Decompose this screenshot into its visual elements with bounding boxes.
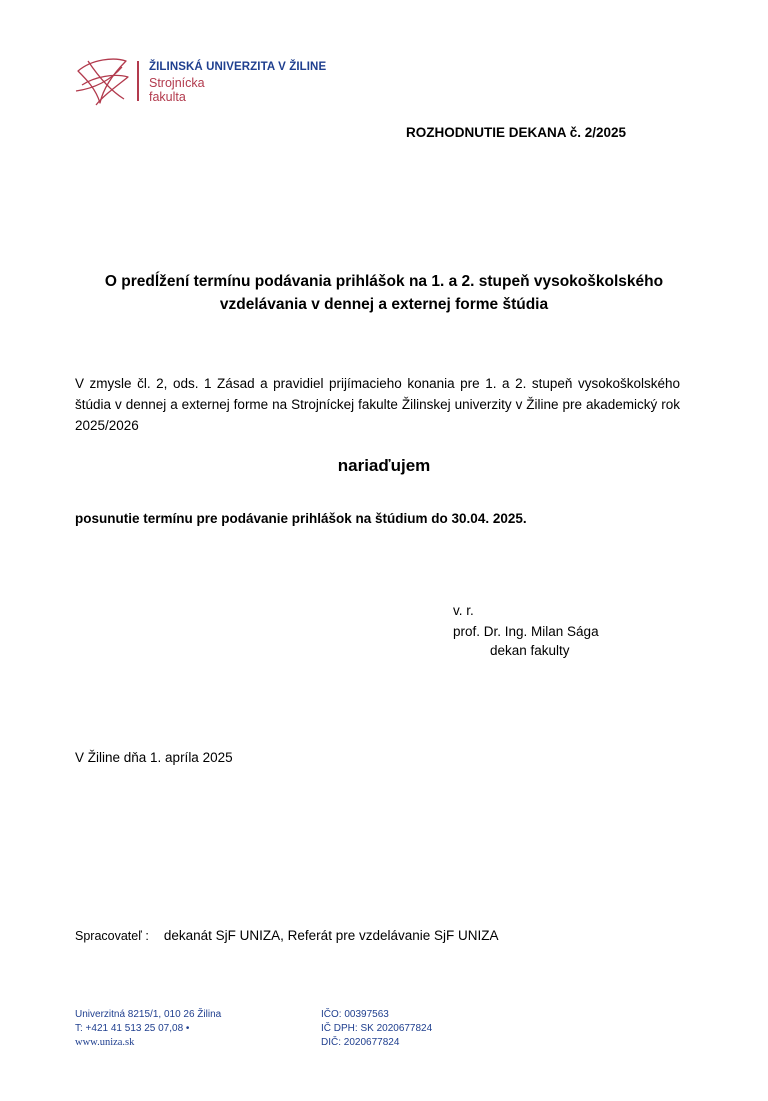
title-line-1: O predĺžení termínu podávania prihlášok na 1. a 2. stupeň vysokoškolského <box>104 273 664 290</box>
footer-website-link[interactable]: www.uniza.sk <box>75 1037 135 1048</box>
processor-line <box>75 928 499 943</box>
postponement-statement: posunutie termínu pre podávanie prihlášok na štúdium do 30.04. 2025. <box>75 511 527 526</box>
signatory-name: prof. Dr. Ing. Milan Sága <box>453 624 599 639</box>
star-logo-icon <box>74 55 132 107</box>
signatory-role: dekan fakulty <box>490 643 570 658</box>
footer-contact <box>75 1008 221 1050</box>
footer-dic: DIČ: 2020677824 <box>321 1037 400 1048</box>
footer-ic-dph: IČ DPH: SK 2020677824 <box>321 1023 433 1034</box>
faculty-logo <box>74 55 327 107</box>
logo-divider <box>137 61 139 101</box>
footer-phone: T: +421 41 513 25 07,08 • <box>75 1023 190 1034</box>
title-line-2: vzdelávania v dennej a externej forme štúdia <box>219 296 549 313</box>
processor-label: Spracovateľ : <box>75 929 149 943</box>
faculty-name <box>149 76 205 104</box>
document-title <box>60 270 708 316</box>
faculty-name-line1: Strojnícka <box>149 76 205 90</box>
place-and-date: V Žiline dňa 1. apríla 2025 <box>75 750 233 765</box>
decision-number: ROZHODNUTIE DEKANA č. 2/2025 <box>406 125 627 140</box>
footer-address: Univerzitná 8215/1, 010 26 Žilina <box>75 1009 222 1020</box>
processor-value: dekanát SjF UNIZA, Referát pre vzdelávanie SjF UNIZA <box>163 928 499 943</box>
footer-ico: IČO: 00397563 <box>321 1009 389 1020</box>
signature-vr: v. r. <box>453 603 474 618</box>
footer-ids <box>321 1008 432 1050</box>
university-name: ŽILINSKÁ UNIVERZITA V ŽILINE <box>149 61 327 73</box>
intro-paragraph: V zmysle čl. 2, ods. 1 Zásad a pravidiel prijímacieho konania pre 1. a 2. stupeň vysokoškolského štúdia v dennej a externej forme na Strojníckej fakulte Žilinskej univerzity v Žiline pre akademický rok 2025/2026 <box>75 376 680 433</box>
order-heading: nariaďujem <box>337 456 431 475</box>
faculty-name-line2: fakulta <box>149 90 186 104</box>
